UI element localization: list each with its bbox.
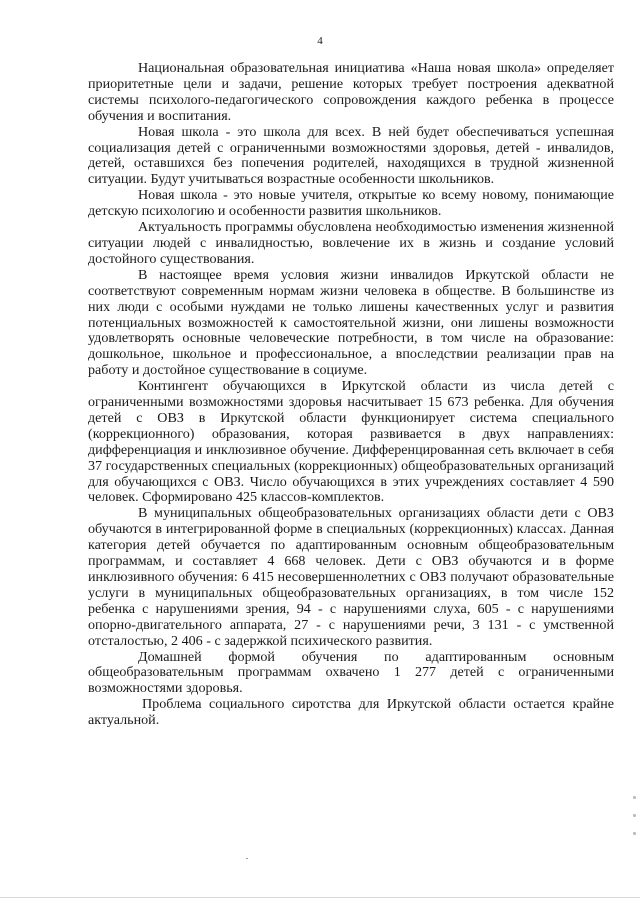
body-text (88, 61, 614, 729)
scan-bottom-edge (0, 897, 640, 898)
scan-edge-mark (633, 814, 636, 817)
scan-edge-mark (633, 832, 636, 835)
scan-speck (246, 858, 248, 859)
paragraph-living-conditions: В настоящее время условия жизни инвалидов Иркутской области не соответствуют современным нормам жизни человека в обществе. В большинстве из них люди с особыми нуждами не только лишены качественных услуг и развития потенциальных возможностей к самостоятельной жизни, они лишены возможности удовлетворять основные человеческие потребности, в том числе на образование: дошкольное, школьное и профессиональное, а впоследствии реализации прав на работу и достойное существование в социуме. (88, 266, 614, 379)
paragraph-student-contingent: Контингент обучающихся в Иркутской области из числа детей с ограниченными возможностями здоровья насчитывает 15 673 ребенка. Для обучения детей с ОВЗ в Иркутской области функционирует система специального (коррекционного) образования, которая развивается в двух направлениях: дифференциация и инклюзивное обучение. Дифференцированная сеть включает в себя 37 государственных специальных (коррекционных) общеобразовательных организаций для обучающихся с ОВЗ. Число обучающихся в этих учреждениях составляет 4 590 человек. Сформировано 425 классов-комплектов. (88, 378, 614, 506)
paragraph-program-relevance: Актуальность программы обусловлена необходимостью изменения жизненной ситуации людей с инвалидностью, вовлечение их в жизнь и создание условий достойного существования. (88, 219, 614, 267)
paragraph-municipal-organizations: В муниципальных общеобразовательных организациях области дети с ОВЗ обучаются в интегрированной форме в специальных (коррекционных) классах. Данная категория детей обучается по адаптированным основным общеобразовательным программам, и составляет 4 668 человек. Дети с ОВЗ обучаются и в форме инклюзивного обучения: 6 415 несовершеннолетних с ОВЗ получают образовательные услуги в муниципальных общеобразовательных организациях, в том числе 152 ребенка с нарушениями зрения, 94 - с нарушениями слуха, 605 - с нарушениями опорно-двигательного аппарата, 27 - с нарушениями речи, 3 131 - с умственной отсталостью, 2 406 - с задержкой психического развития. (88, 505, 614, 649)
paragraph-new-school-for-all: Новая школа - это школа для всех. В ней будет обеспечиваться успешная социализация детей с ограниченными возможностями здоровья, детей - инвалидов, детей, оставшихся без попечения родителей, находящихся в трудной жизненной ситуации. Будут учитываться возрастные особенности школьников. (88, 123, 614, 188)
paragraph-new-teachers: Новая школа - это новые учителя, открытые ко всему новому, понимающие детскую психологию и особенности развития школьников. (88, 187, 614, 220)
paragraph-national-initiative: Национальная образовательная инициатива «Наша новая школа» определяет приоритетные цели и задачи, решение которых требует построения адекватной системы психолого-педагогического сопровождения каждого ребенка в процессе обучения и воспитания. (88, 60, 614, 124)
paragraph-home-education: Домашней формой обучения по адаптированным основным общеобразовательным программам охвачено 1 277 детей с ограниченными возможностями здоровья. (88, 648, 614, 697)
page-number: 4 (317, 35, 323, 47)
paragraph-social-orphanhood: Проблема социального сиротства для Иркутской области остается крайне актуальной. (88, 696, 614, 729)
scan-edge-mark (633, 796, 636, 799)
